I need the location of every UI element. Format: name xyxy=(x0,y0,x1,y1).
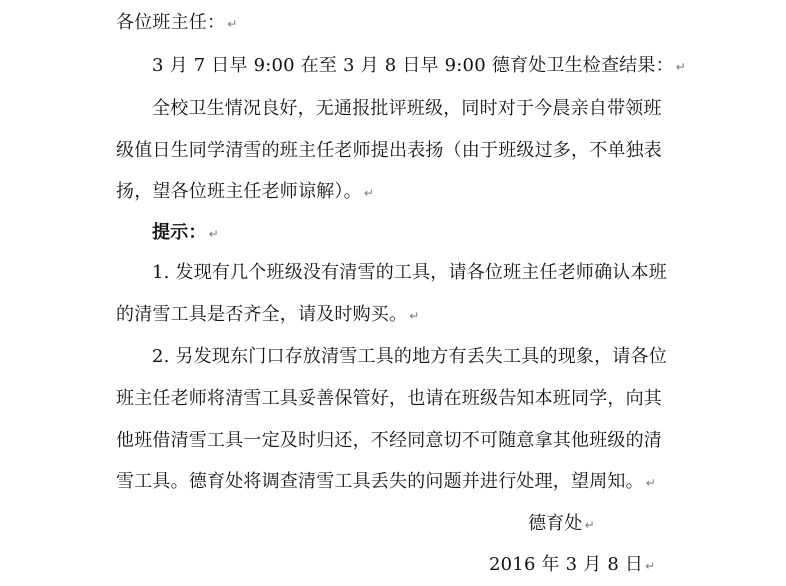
tip2-text-3: 他班借清雪工具一定及时归还，不经同意切不可随意拿其他班级的清 xyxy=(116,430,662,451)
tip2-line1 xyxy=(152,346,667,368)
date-text: 2016 年 3 月 8 日 xyxy=(489,554,644,575)
tips-heading: 提示： xyxy=(152,222,207,243)
paragraph1-text-2: 级值日生同学清雪的班主任老师提出表扬（由于班级过多，不单独表 xyxy=(116,140,662,161)
paragraph1-text-3: 扬，望各位班主任老师谅解）。 xyxy=(116,181,362,202)
paragraph-mark-icon: ↵ xyxy=(645,559,656,573)
paragraph-mark-icon: ↵ xyxy=(363,186,375,200)
salutation-line xyxy=(116,12,237,35)
tip1-line2 xyxy=(116,304,419,327)
paragraph1-line3 xyxy=(116,181,374,204)
tip2-text-1: 2. 另发现东门口存放清雪工具的地方有丢失工具的现象，请各位 xyxy=(152,346,667,367)
tip2-line3 xyxy=(116,430,662,452)
signature-text: 德育处 xyxy=(528,513,583,534)
paragraph-mark-icon: ↵ xyxy=(645,476,657,490)
tip2-line4 xyxy=(116,471,656,494)
paragraph-mark-icon: ↵ xyxy=(208,227,219,241)
result-text: 3 月 7 日早 9:00 在至 3 月 8 日早 9:00 德育处卫生检查结果： xyxy=(152,55,674,76)
tip2-line2 xyxy=(116,388,662,410)
tip1-text-2: 的清雪工具是否齐全，请及时购买。 xyxy=(116,304,408,325)
tips-heading-line xyxy=(152,222,219,245)
paragraph1-line1 xyxy=(152,98,662,120)
paragraph1-text-1: 全校卫生情况良好，无通报批评班级，同时对于今晨亲自带领班 xyxy=(152,98,662,119)
tip2-text-4: 雪工具。德育处将调查清雪工具丢失的问题并进行处理，望周知。 xyxy=(116,471,644,492)
tip2-text-2: 班主任老师将清雪工具妥善保管好，也请在班级告知本班同学，向其 xyxy=(116,388,662,409)
paragraph-mark-icon: ↵ xyxy=(409,309,420,323)
paragraph-mark-icon: ↵ xyxy=(584,518,595,532)
date-line xyxy=(489,554,655,577)
tip1-line1 xyxy=(152,262,667,284)
salutation-text: 各位班主任： xyxy=(116,12,226,33)
paragraph-mark-icon: ↵ xyxy=(227,17,238,31)
result-line xyxy=(152,55,686,78)
paragraph-mark-icon: ↵ xyxy=(675,60,687,74)
paragraph1-line2 xyxy=(116,140,662,162)
tip1-text-1: 1. 发现有几个班级没有清雪的工具，请各位班主任老师确认本班 xyxy=(152,262,667,283)
signature-line xyxy=(528,513,595,536)
